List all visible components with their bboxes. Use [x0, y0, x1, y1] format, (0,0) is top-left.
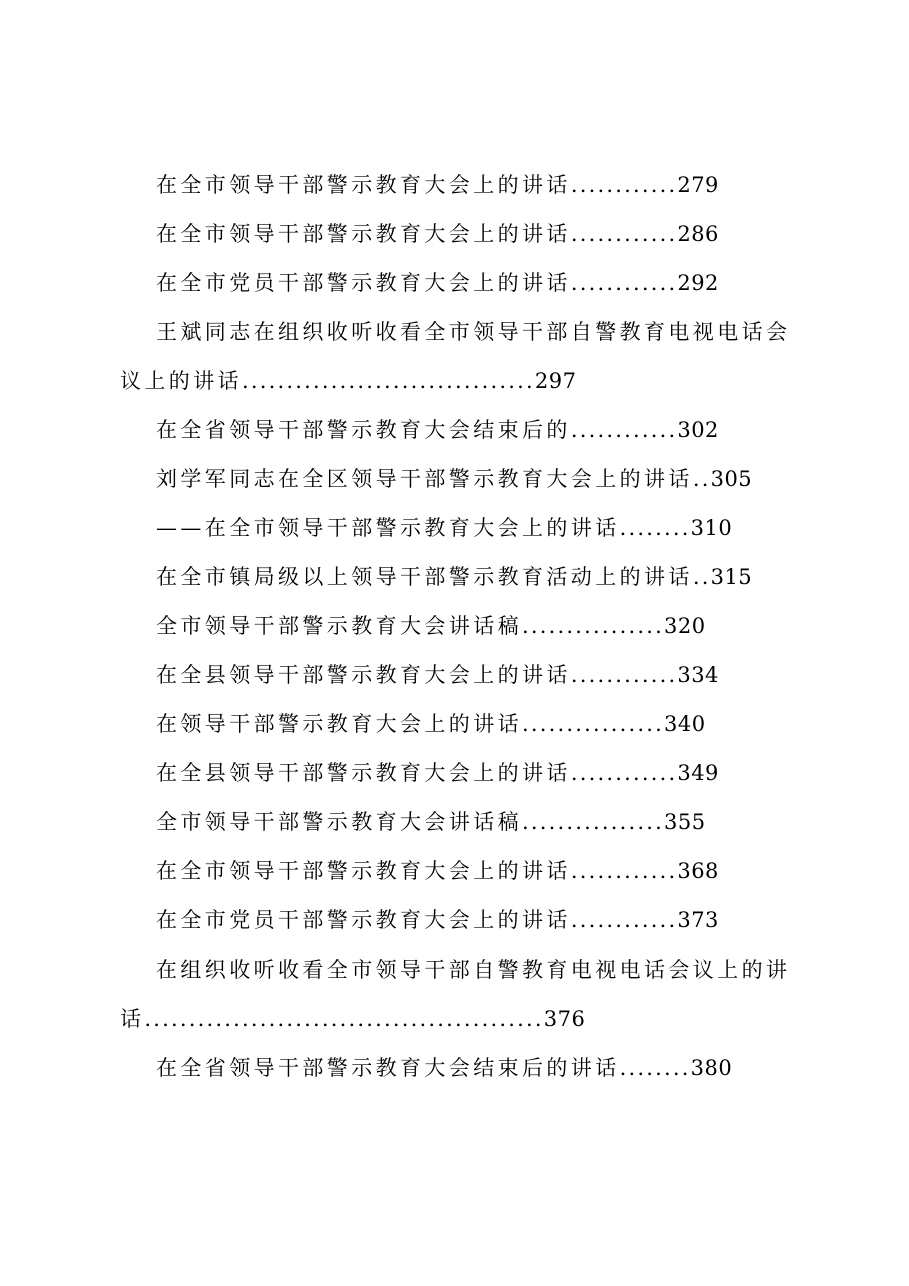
toc-page-number: 305 [710, 467, 753, 491]
toc-entry[interactable] [156, 612, 706, 640]
toc-page-number: 380 [690, 1056, 733, 1080]
toc-entry[interactable] [156, 269, 719, 297]
toc-entry-title: 在全省领导干部警示教育大会结束后的 [156, 418, 571, 442]
toc-entry-line2[interactable] [120, 1005, 585, 1033]
toc-entry[interactable] [156, 857, 719, 885]
toc-leader-dots: ............................................. [144, 1007, 544, 1031]
toc-entry-title: 全市领导干部警示教育大会讲话稿 [156, 614, 522, 638]
toc-page-number: 349 [677, 761, 719, 785]
toc-page-number: 286 [677, 222, 719, 246]
toc-entry-title: 在全市领导干部警示教育大会上的讲话 [156, 173, 571, 197]
toc-page-number: 368 [677, 859, 719, 883]
toc-page-number: 302 [677, 418, 719, 442]
toc-entry[interactable] [156, 906, 719, 934]
toc-entry-title: 刘学军同志在全区领导干部警示教育大会上的讲话 [156, 467, 693, 491]
toc-page-number: 297 [534, 369, 577, 393]
toc-entry-title: 在全市领导干部警示教育大会上的讲话 [156, 222, 571, 246]
toc-leader-dots: ............ [570, 173, 678, 197]
toc-page-number: 355 [664, 810, 706, 834]
toc-leader-dots: .. [692, 467, 711, 491]
toc-entry-title: 在领导干部警示教育大会上的讲话 [156, 712, 522, 736]
toc-leader-dots: ........ [619, 1056, 691, 1080]
toc-entry[interactable] [156, 171, 719, 199]
toc-entry[interactable] [156, 710, 706, 738]
toc-page-number: 279 [677, 173, 719, 197]
toc-entry[interactable] [156, 661, 719, 689]
toc-entry-title-continued: 话 [120, 1007, 145, 1031]
toc-entry-title: 在全市镇局级以上领导干部警示教育活动上的讲话 [156, 565, 693, 589]
toc-entry[interactable] [156, 465, 752, 493]
toc-leader-dots: ................ [522, 712, 665, 736]
toc-entry-title: 在全县领导干部警示教育大会上的讲话 [156, 761, 571, 785]
toc-entry-line2[interactable] [120, 367, 576, 395]
toc-leader-dots: ............ [570, 271, 678, 295]
toc-entry-title: 在全市党员干部警示教育大会上的讲话 [156, 271, 571, 295]
toc-entry[interactable] [156, 1054, 732, 1082]
toc-leader-dots: ............ [570, 908, 678, 932]
toc-leader-dots: ............ [570, 859, 678, 883]
toc-leader-dots: ................ [522, 614, 665, 638]
toc-leader-dots: ............ [570, 418, 678, 442]
toc-leader-dots: .. [692, 565, 711, 589]
toc-entry-title: ——在全市领导干部警示教育大会上的讲话 [156, 516, 620, 540]
toc-page-number: 376 [543, 1007, 586, 1031]
toc-entry-title: 在全省领导干部警示教育大会结束后的讲话 [156, 1056, 620, 1080]
toc-page-number: 373 [677, 908, 719, 932]
toc-page-number: 315 [710, 565, 753, 589]
toc-leader-dots: ............ [570, 663, 678, 687]
toc-leader-dots: ................................. [242, 369, 535, 393]
toc-page-number: 320 [664, 614, 706, 638]
toc-leader-dots: ............ [570, 761, 678, 785]
toc-leader-dots: ............ [570, 222, 678, 246]
toc-entry-title-continued: 议上的讲话 [120, 369, 242, 393]
toc-page-number: 334 [677, 663, 719, 687]
toc-entry[interactable] [156, 759, 719, 787]
toc-leader-dots: ................ [522, 810, 665, 834]
toc-entry[interactable] [156, 563, 752, 591]
toc-entry-title: 在组织收听收看全市领导干部自警教育电视电话会议上的讲 [156, 958, 791, 982]
toc-entry-title: 在全市领导干部警示教育大会上的讲话 [156, 859, 571, 883]
toc-leader-dots: ........ [619, 516, 691, 540]
toc-entry-title: 王斌同志在组织收听收看全市领导干部自警教育电视电话会 [156, 320, 791, 344]
toc-entry[interactable] [156, 514, 732, 542]
toc-page-number: 292 [677, 271, 719, 295]
toc-page-number: 310 [690, 516, 733, 540]
toc-entry[interactable] [156, 808, 706, 836]
toc-entry-title: 在全县领导干部警示教育大会上的讲话 [156, 663, 571, 687]
toc-entry-line1[interactable] [156, 318, 790, 346]
toc-entry[interactable] [156, 220, 719, 248]
toc-entry-title: 全市领导干部警示教育大会讲话稿 [156, 810, 522, 834]
toc-entry[interactable] [156, 416, 719, 444]
toc-entry-title: 在全市党员干部警示教育大会上的讲话 [156, 908, 571, 932]
toc-entry-line1[interactable] [156, 956, 790, 984]
toc-page-number: 340 [664, 712, 706, 736]
